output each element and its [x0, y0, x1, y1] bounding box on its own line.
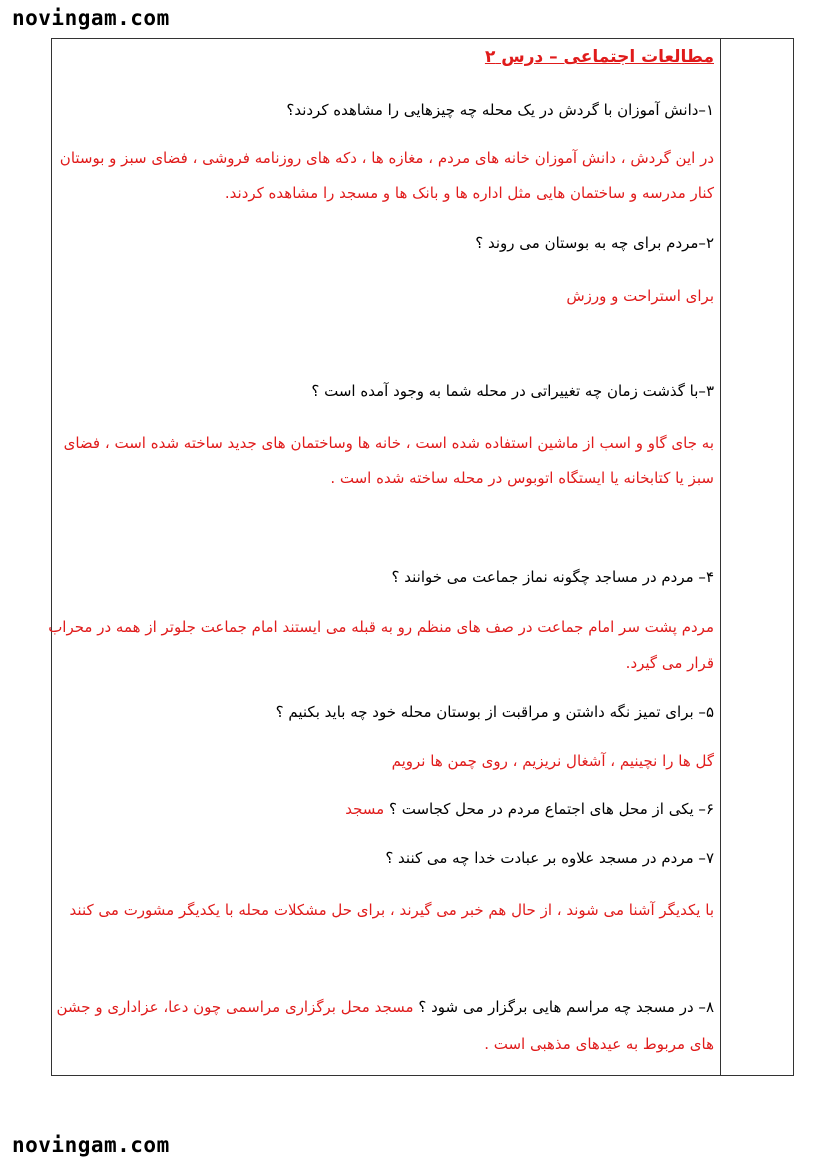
question-2: ۲–مردم برای چه به بوستان می روند ؟ — [475, 234, 714, 252]
question-1: ۱–دانش آموزان با گردش در یک محله چه چیزهایی را مشاهده کردند؟ — [286, 101, 714, 119]
answer-3-line-2: سبز یا کتابخانه یا ایستگاه اتوبوس در محله ساخته شده است . — [330, 469, 714, 487]
question-5: ۵– برای تمیز نگه داشتن و مراقبت از بوستان محله خود چه باید بکنیم ؟ — [275, 703, 714, 721]
answer-8-inline: مسجد محل برگزاری مراسمی چون دعا، عزاداری و جشن — [56, 998, 414, 1016]
question-8: ۸– در مسجد چه مراسم هایی برگزار می شود ؟ — [418, 998, 714, 1016]
question-7: ۷– مردم در مسجد علاوه بر عبادت خدا چه می کنند ؟ — [385, 849, 714, 867]
answer-3-line-1: به جای گاو و اسب از ماشین استفاده شده است ، خانه ها وساختمان های جدید ساخته شده است ، فضای — [63, 434, 714, 452]
answer-7: با یکدیگر آشنا می شوند ، از حال هم خبر می گیرند ، برای حل مشکلات محله با یکدیگر مشورت می کنند — [69, 901, 714, 919]
page-title: مطالعات اجتماعی – درس ۲ — [484, 47, 714, 67]
question-6: ۶– یکی از محل های اجتماع مردم در محل کجاست ؟ — [388, 800, 714, 818]
answer-6: مسجد — [345, 800, 385, 818]
watermark-bottom: novingam.com — [12, 1133, 170, 1157]
answer-5: گل ها را نچینیم ، آشغال نریزیم ، روی چمن ها نرویم — [391, 752, 714, 770]
question-4: ۴– مردم در مساجد چگونه نماز جماعت می خوانند ؟ — [391, 568, 714, 586]
question-6-row — [64, 796, 714, 822]
question-8-row — [56, 994, 714, 1020]
answer-2: برای استراحت و ورزش — [566, 287, 714, 305]
answer-1-line-1: در این گردش ، دانش آموزان خانه های مردم ، مغازه ها ، دکه های روزنامه فروشی ، فضای سبز و بوستان — [59, 149, 714, 167]
margin-column — [720, 39, 721, 1075]
answer-4-line-1: مردم پشت سر امام جماعت در صف های منظم رو به قبله می ایستند امام جماعت جلوتر از همه در محراب — [48, 618, 714, 636]
answer-1-line-2: کنار مدرسه و ساختمان هایی مثل اداره ها و بانک ها و مسجد را مشاهده کردند. — [224, 184, 714, 202]
answer-4-line-2: قرار می گیرد. — [625, 654, 714, 672]
question-3: ۳–با گذشت زمان چه تغییراتی در محله شما به وجود آمده است ؟ — [311, 382, 714, 400]
watermark-top: novingam.com — [12, 6, 170, 30]
answer-8-continuation: های مربوط به عیدهای مذهبی است . — [484, 1035, 714, 1053]
content-area — [48, 0, 714, 1100]
